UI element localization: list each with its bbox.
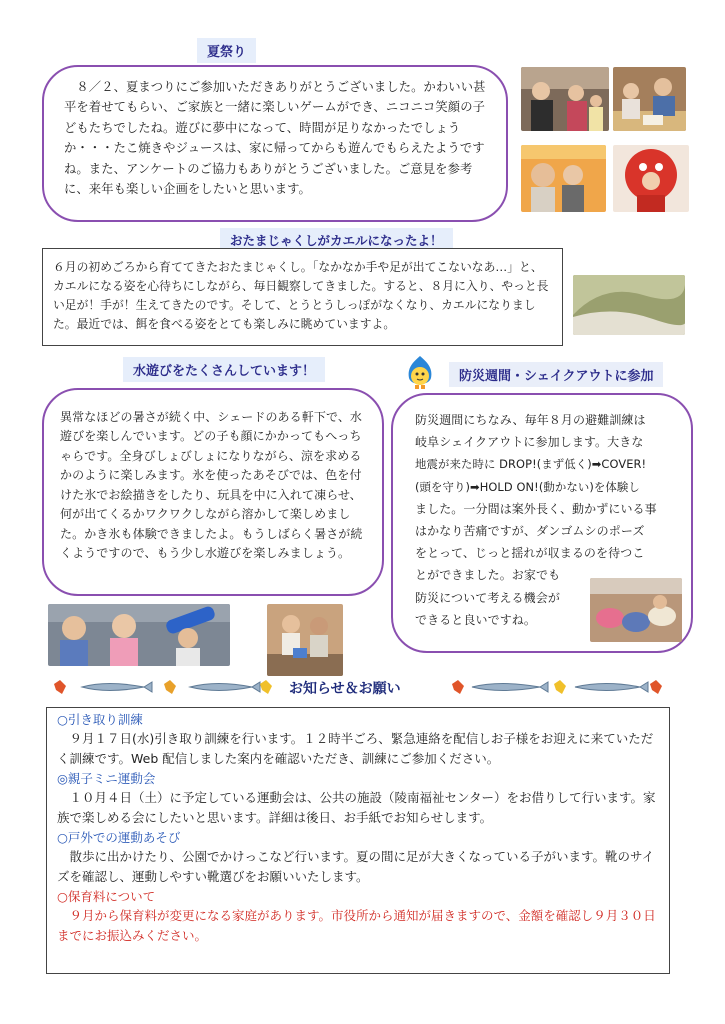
water-photo-2 (267, 604, 343, 676)
summer-photo-4 (613, 145, 689, 212)
tadpole-text: ６月の初めごろから育ててきたおたまじゃくし。「なかなか手や足が出てこないなあ…」と、カエルになる姿を心待ちにしながら、毎日観察してきました。すると、８月に入り、やっと長い足が！手が！生えてきたのです。そして、とうとうしっぽがなくなり、カエルになりました。最近では、餌を食べる姿をとても楽しみに眺めていますよ。 (53, 260, 549, 332)
summer-title: 夏祭り (197, 38, 256, 63)
notice-title: お知らせ＆お願い (289, 681, 401, 697)
summer-text: ８／２、夏まつりにご参加いただきありがとうございました。かわいい甚平を着せてもらい、ご家族と一緒に楽しいゲームができ、ニコニコ笑顔の子どもたちでしたね。遊びに夢中になって、時間が足りなかったでしょうか・・・たこ焼きやジュースは、家に帰ってからも遊んでもらえたようですね。また、アンケートのご協力もありがとうございました。ご意見を参考に、来年も楽しい企画をしたいと思います。 (64, 80, 486, 197)
notice-item-1-head: ○引き取り訓練 (57, 712, 143, 727)
tadpole-box (42, 248, 563, 346)
summer-photo-3 (521, 145, 606, 212)
notice-item-3-head: ○戸外での運動あそび (57, 830, 181, 845)
tadpole-title: おたまじゃくしがカエルになったよ！ (220, 228, 453, 252)
water-photo-1 (48, 604, 230, 666)
bousai-line-4: (頭を守り)➡HOLD ON!(動かない)を体験し (415, 479, 640, 494)
bousai-line-10: できると良いですね。 (415, 612, 537, 627)
water-text: 異常なほどの暑さが続く中、シェードのある軒下で、水遊びを楽しんでいます。どの子も顔にかかってもへっちゃらです。全身びしょびしょになりながら、涼を求めるかのように楽しみます。氷を使ったあそびでは、色を付けた氷でお絵描きをしたり、玩具を中に入れて凍らせ、何が出てくるかワクワクしながら溶かして楽しめました。かき氷も体験できましたよ。もうしばらく暑さが続くようですので、もう少し水遊びを楽しみましょう。 (60, 410, 363, 561)
notice-item-1-body: ９月１７日(水)引き取り訓練を行います。１２時半ごろ、緊急連絡を配信しお子様をお迎えに来ていただく訓練です。Web 配信しました案内を確認いただき、訓練にご参加ください。 (57, 731, 654, 766)
summer-photo-2 (613, 67, 686, 131)
notice-item-3-body: 散歩に出かけたり、公園でかけっこなど行います。夏の間に足が大きくなっている子がいます。靴のサイズを確認し、運動しやすい靴選びをお願いいたします。 (57, 849, 655, 884)
notice-item-4-body: ９月から保育料が変更になる家庭があります。市役所から通知が届きますので、金額を確認し９月３０日までにお振込みください。 (57, 908, 656, 943)
notice-box (46, 707, 670, 974)
notice-banner-left (52, 678, 277, 696)
water-title: 水遊びをたくさんしています！ (123, 357, 325, 382)
bousai-title: 防災週間・シェイクアウトに参加 (449, 362, 663, 387)
bousai-line-8: とができました。お家でも (415, 568, 561, 583)
water-bubble (42, 388, 384, 596)
notice-banner-right (450, 678, 665, 696)
bousai-line-6: はかなり苦痛ですが、ダンゴムシのポーズ (415, 524, 645, 539)
bousai-line-9: 防災について考える機会が (415, 590, 560, 605)
bousai-line-2: 岐阜シェイクアウトに参加します。大きな (415, 435, 644, 450)
bousai-photo (590, 578, 682, 642)
summer-bubble (42, 65, 508, 222)
summer-photo-1 (521, 67, 609, 131)
bousai-line-3: 地震が来た時に DROP!(まず低く)➡COVER! (415, 457, 647, 472)
mascot-icon (405, 354, 435, 390)
frog-photo (573, 275, 685, 335)
notice-item-4-head: ○保育料について (57, 889, 156, 904)
notice-item-2-head: ◎親子ミニ運動会 (57, 771, 156, 786)
bousai-line-1: 防災週間にちなみ、毎年８月の避難訓練は (415, 413, 646, 427)
bousai-line-7: をとって、じっと揺れが収まるのを待つこ (415, 546, 645, 561)
bousai-line-5: ました。一分間は案外長く、動かずにいる事 (415, 501, 657, 516)
notice-item-2-body: １０月４日（土）に予定している運動会は、公共の施設（陵南福祉センター）をお借りして行います。家族で楽しめる会にしたいと思います。詳細は後日、お手紙でお知らせします。 (57, 790, 656, 825)
